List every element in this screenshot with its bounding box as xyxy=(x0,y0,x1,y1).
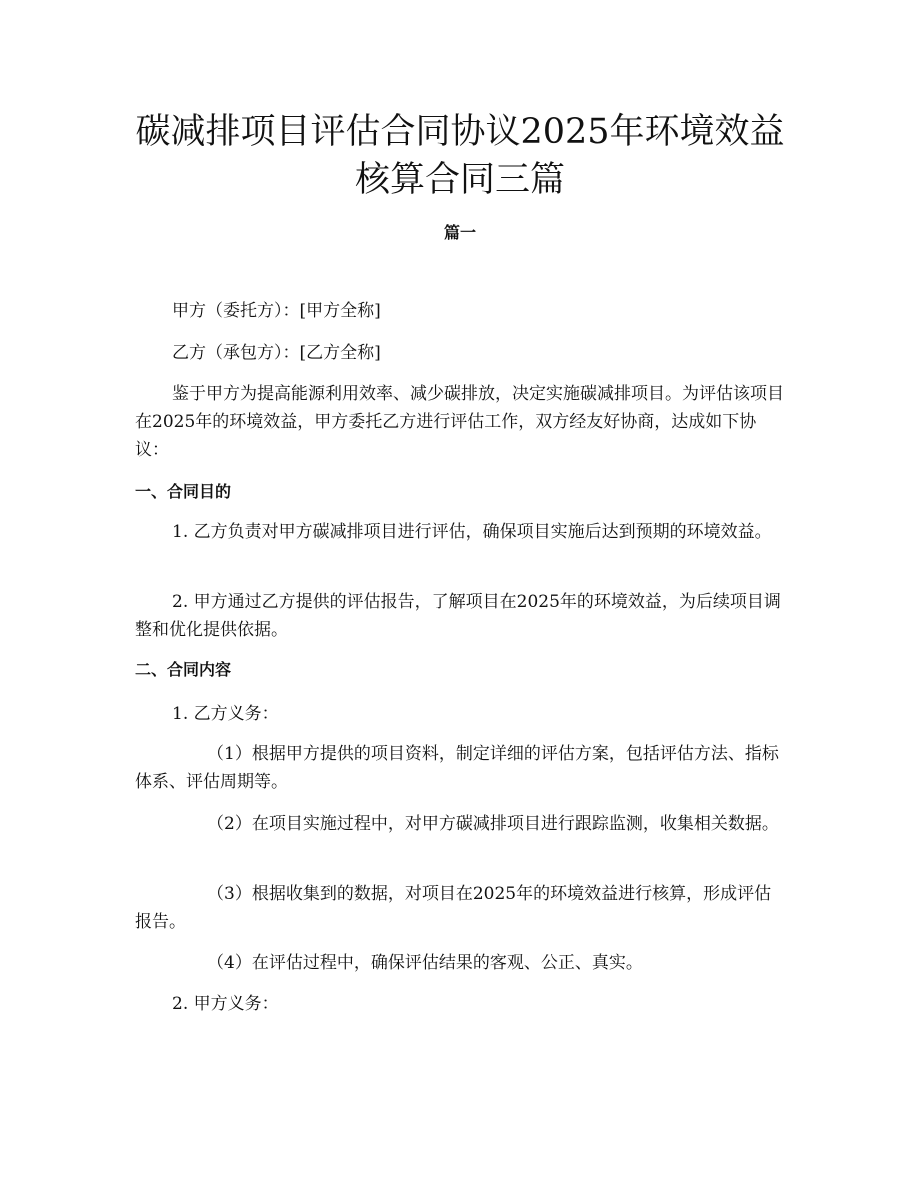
duty-item-2: （2）在项目实施过程中，对甲方碳减排项目进行跟踪监测，收集相关数据。 xyxy=(207,814,779,834)
purpose-item-2: 2. 甲方通过乙方提供的评估报告，了解项目在2025年的环境效益，为后续项目调整和优化提供依据。 xyxy=(135,592,781,640)
duty-item-3: （3）根据收集到的数据，对项目在2025年的环境效益进行核算，形成评估报告。 xyxy=(135,884,772,932)
party-a-duties-heading: 2. 甲方义务： xyxy=(172,994,279,1014)
party-b-line: 乙方（承包方）：[乙方全称] xyxy=(172,343,381,363)
heading-contract-content: 二、合同内容 xyxy=(135,660,232,679)
heading-contract-purpose: 一、合同目的 xyxy=(135,482,232,501)
preamble-paragraph: 鉴于甲方为提高能源利用效率、减少碳排放，决定实施碳减排项目。为评估该项目在2025年的环境效益，甲方委托乙方进行评估工作，双方经友好协商，达成如下协议： xyxy=(135,384,784,460)
section-label: 篇一 xyxy=(443,223,476,242)
party-b-duties-heading: 1. 乙方义务： xyxy=(172,704,279,724)
duty-item-4: （4）在评估过程中，确保评估结果的客观、公正、真实。 xyxy=(207,953,643,973)
purpose-item-1: 1. 乙方负责对甲方碳减排项目进行评估，确保项目实施后达到预期的环境效益。 xyxy=(172,522,772,542)
duty-item-1: （1）根据甲方提供的项目资料，制定详细的评估方案，包括评估方法、指标体系、评估周期等。 xyxy=(135,744,779,792)
party-a-line: 甲方（委托方）：[甲方全称] xyxy=(172,301,381,321)
document-title: 碳减排项目评估合同协议2025年环境效益核算合同三篇 xyxy=(135,112,785,200)
